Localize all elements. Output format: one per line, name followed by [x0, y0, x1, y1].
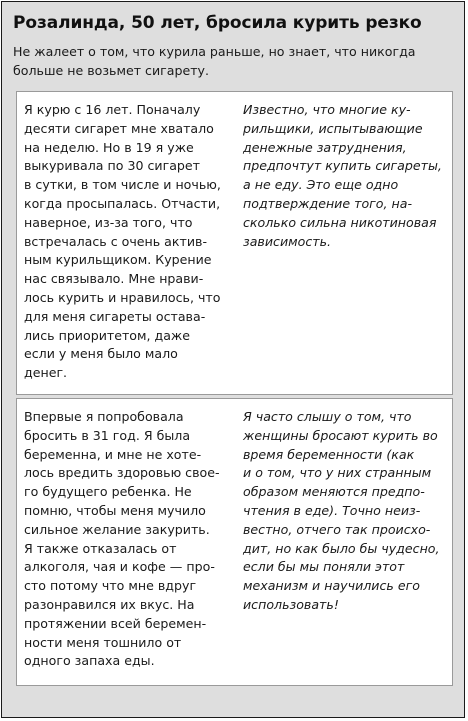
text-line: Я также отказалась от: [24, 540, 177, 556]
text-line: сколько сильна никотиновая: [243, 214, 437, 230]
text-line: предпочтут купить сигареты,: [243, 158, 442, 174]
text-line: рильщики, испытывающие: [243, 120, 423, 136]
text-line: денег.: [24, 365, 68, 381]
text-line: выкуривала по 30 сигарет: [24, 158, 201, 174]
text-line: ным курильщиком. Курение: [24, 252, 212, 268]
text-line: разонравился их вкус. На: [24, 596, 195, 612]
text-line: Я курю с 16 лет. Поначалу: [24, 102, 201, 117]
text-line: в сутки, в том числе и ночью,: [24, 177, 221, 193]
text-line: встречалась с очень актив-: [24, 233, 207, 249]
story-block-1: [16, 91, 453, 395]
text-line: одного запаха еды.: [24, 653, 155, 669]
text-line: образом меняются предпо-: [243, 484, 425, 500]
text-line: подтверждение того, на-: [243, 195, 412, 211]
text-line: денежные затруднения,: [243, 139, 407, 155]
story-text: [24, 408, 230, 671]
text-line: протяжении всей беремен-: [24, 615, 207, 631]
text-line: Я часто слышу о том, что: [243, 409, 412, 424]
sidebar-panel: [1, 1, 465, 718]
panel-title: Розалинда, 50 лет, бросила курить резко: [13, 13, 422, 33]
text-line: на неделю. Но в 19 я уже: [24, 139, 194, 155]
text-line: алкоголя, чая и кофе — про-: [24, 559, 215, 575]
text-line: лись приоритетом, даже: [24, 327, 191, 343]
text-line: сильное желание закурить.: [24, 521, 210, 537]
text-line: женщины бросают курить во: [243, 427, 438, 443]
text-line: чтения в еде). Точно неиз-: [243, 502, 421, 518]
text-line: зависимость.: [243, 233, 332, 249]
text-line: беременна, и мне не хоте-: [24, 446, 202, 462]
text-line: ности меня тошнило от: [24, 634, 182, 650]
text-line: и о том, что у них странным: [243, 465, 432, 481]
text-line: если бы мы поняли этот: [243, 559, 405, 575]
text-line: лось курить и нравилось, что: [24, 289, 221, 305]
text-line: Не жалеет о том, что курила раньше, но знает, что никогда: [13, 44, 416, 59]
text-line: больше не возьмет сигарету.: [13, 63, 210, 78]
text-line: помню, чтобы меня мучило: [24, 502, 206, 518]
panel-subtitle: [13, 42, 453, 80]
text-line: время беременности (как: [243, 446, 415, 462]
text-line: если у меня было мало: [24, 346, 178, 362]
text-line: сто потому что мне вдруг: [24, 578, 197, 594]
text-line: механизм и научились его: [243, 578, 420, 594]
story-block-2: [16, 398, 453, 686]
text-line: десяти сигарет мне хватало: [24, 120, 214, 136]
text-line: для меня сигареты остава-: [24, 308, 206, 324]
story-text: [24, 101, 230, 383]
comment-text: [243, 101, 448, 251]
text-line: когда просыпалась. Отчасти,: [24, 195, 221, 211]
text-line: нас связывало. Мне нрави-: [24, 271, 204, 287]
text-line: лось вредить здоровью свое-: [24, 465, 220, 481]
text-line: го будущего ребенка. Не: [24, 484, 192, 500]
text-line: бросить в 31 год. Я была: [24, 427, 191, 443]
text-line: а не еду. Это еще одно: [243, 177, 399, 193]
text-line: вестно, отчего так происхо-: [243, 521, 431, 537]
text-line: Известно, что многие ку-: [243, 102, 411, 117]
text-line: Впервые я попробовала: [24, 409, 184, 424]
comment-text: [243, 408, 448, 615]
text-line: дит, но как было бы чудесно,: [243, 540, 440, 556]
text-line: наверное, из-за того, что: [24, 214, 193, 230]
text-line: использовать!: [243, 596, 339, 612]
